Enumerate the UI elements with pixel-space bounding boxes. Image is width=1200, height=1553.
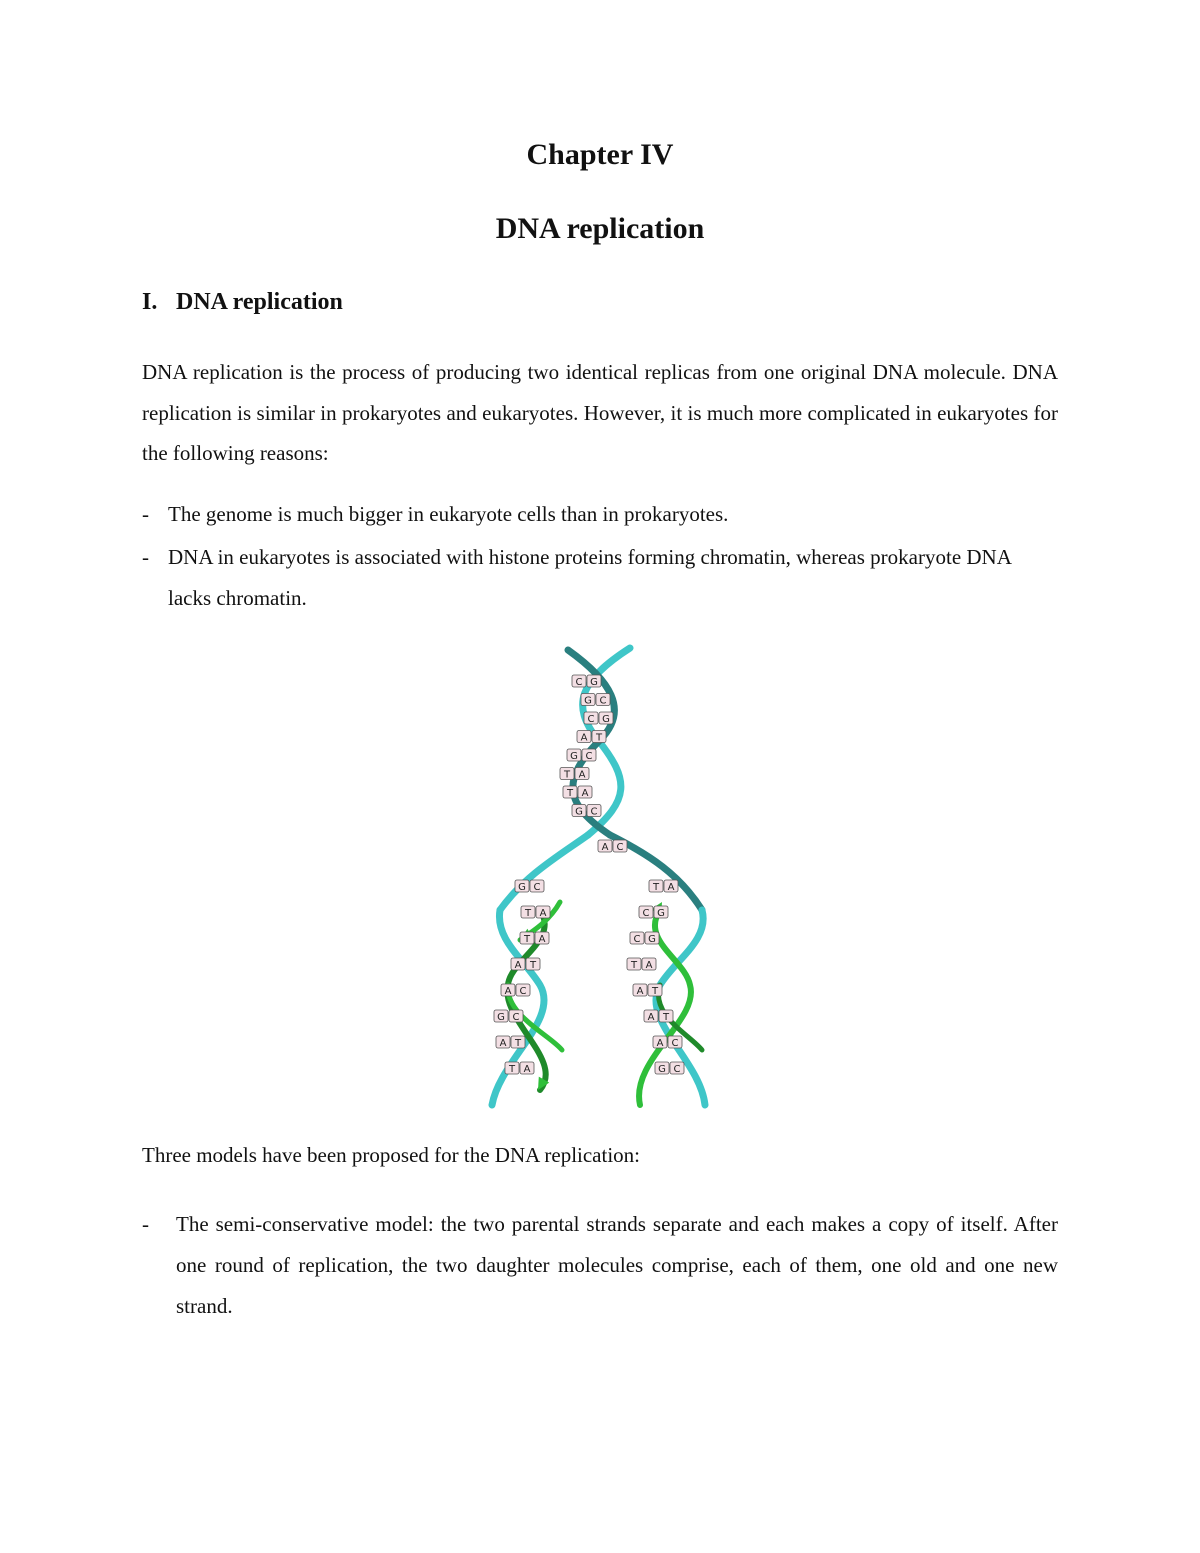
base-letter: A — [581, 788, 589, 799]
base-letter: A — [578, 769, 586, 781]
base-letter: A — [601, 842, 609, 853]
base-letter: G — [518, 882, 526, 893]
models-list — [142, 1204, 1058, 1327]
base-letter: T — [652, 882, 660, 893]
base-letter: T — [595, 732, 603, 744]
chapter-subtitle: DNA replication — [495, 212, 705, 245]
list-item — [142, 1204, 1058, 1327]
base-letter: G — [648, 934, 656, 945]
base-letter: A — [636, 986, 644, 997]
base-letter: T — [662, 1012, 670, 1023]
base-pair-right — [627, 958, 656, 971]
bullet-dash: - — [142, 545, 149, 569]
base-letter: C — [590, 806, 598, 818]
base-letter: G — [590, 677, 598, 688]
base-pair-left — [494, 1010, 523, 1023]
base-letter: A — [504, 986, 512, 997]
base-letter: A — [514, 960, 522, 971]
section-heading — [142, 289, 343, 316]
models-intro: Three models have been proposed for the DNA replication: — [142, 1143, 641, 1167]
base-pair-top — [584, 712, 613, 725]
list-item-text: The genome is much bigger in eukaryote cells than in prokaryotes. — [168, 502, 729, 526]
base-letter: G — [570, 751, 578, 762]
list-item — [142, 537, 1058, 619]
base-pair-left — [501, 984, 530, 997]
base-pair-fork — [598, 840, 627, 853]
fork-strand-left — [500, 835, 588, 910]
base-pair-left — [496, 1036, 525, 1049]
base-letter: T — [524, 908, 532, 919]
list-item-text: The semi-conservative model: the two parental strands separate and each makes a copy of itself. After one round of replication, the two daughter molecules comprise, each of them, one old and one new strand. — [176, 1212, 1058, 1318]
bullet-dash: - — [142, 502, 149, 526]
base-letter: C — [673, 1064, 681, 1075]
list-item — [142, 494, 1058, 535]
base-letter: T — [651, 986, 659, 997]
base-pair-right — [630, 932, 659, 945]
base-letter: T — [514, 1038, 522, 1049]
base-letter: A — [523, 1064, 531, 1075]
bullet-dash: - — [142, 1212, 149, 1236]
base-letter: G — [602, 714, 610, 725]
base-letter: C — [642, 908, 650, 919]
base-letter: A — [656, 1038, 664, 1049]
base-letter: G — [584, 695, 592, 707]
base-letter: C — [512, 1012, 520, 1023]
base-letter: C — [585, 751, 593, 762]
base-pair-right — [649, 880, 678, 893]
base-letter: C — [533, 882, 541, 893]
base-letter: C — [587, 714, 595, 725]
base-letter: A — [647, 1012, 655, 1023]
base-letter: A — [499, 1038, 507, 1049]
base-letter: C — [671, 1038, 679, 1049]
base-letter: G — [575, 806, 583, 818]
base-pair-left — [521, 906, 550, 919]
base-letter: G — [497, 1012, 505, 1023]
base-letter: T — [563, 769, 571, 781]
base-letter: A — [645, 960, 653, 971]
base-pair-left — [505, 1062, 534, 1075]
base-letter: T — [566, 788, 574, 799]
chapter-title: Chapter IV — [526, 138, 674, 171]
base-letter: T — [630, 960, 638, 971]
base-letter: C — [633, 934, 641, 945]
base-letter: A — [667, 882, 675, 893]
base-pair-top — [581, 694, 610, 707]
dna-replication-figure — [480, 640, 720, 1115]
intro-paragraph: DNA replication is the process of producing two identical replicas from one original DNA molecule. DNA replication is similar in prokaryotes and eukaryotes. However, it is much more complicated in eukaryotes for the following reasons: — [142, 360, 1058, 465]
base-letter: C — [519, 986, 527, 997]
section-number: I. — [142, 289, 158, 315]
base-pair-right — [633, 984, 662, 997]
base-letter: T — [523, 934, 531, 945]
base-letter: C — [575, 677, 583, 688]
reasons-list — [142, 494, 1058, 621]
base-letter: C — [599, 695, 607, 707]
base-letter: T — [529, 960, 537, 971]
section-title: DNA replication — [176, 289, 343, 315]
base-letter: C — [616, 842, 624, 853]
base-letter: G — [657, 908, 665, 919]
base-letter: A — [538, 934, 546, 945]
base-letter: A — [539, 908, 547, 919]
base-pair-right — [655, 1062, 684, 1075]
list-item-text: DNA in eukaryotes is associated with histone proteins forming chromatin, whereas prokaryote DNA lacks chromatin. — [168, 545, 1011, 610]
base-letter: T — [508, 1064, 516, 1075]
base-letter: A — [580, 732, 588, 744]
base-letter: G — [658, 1064, 666, 1075]
